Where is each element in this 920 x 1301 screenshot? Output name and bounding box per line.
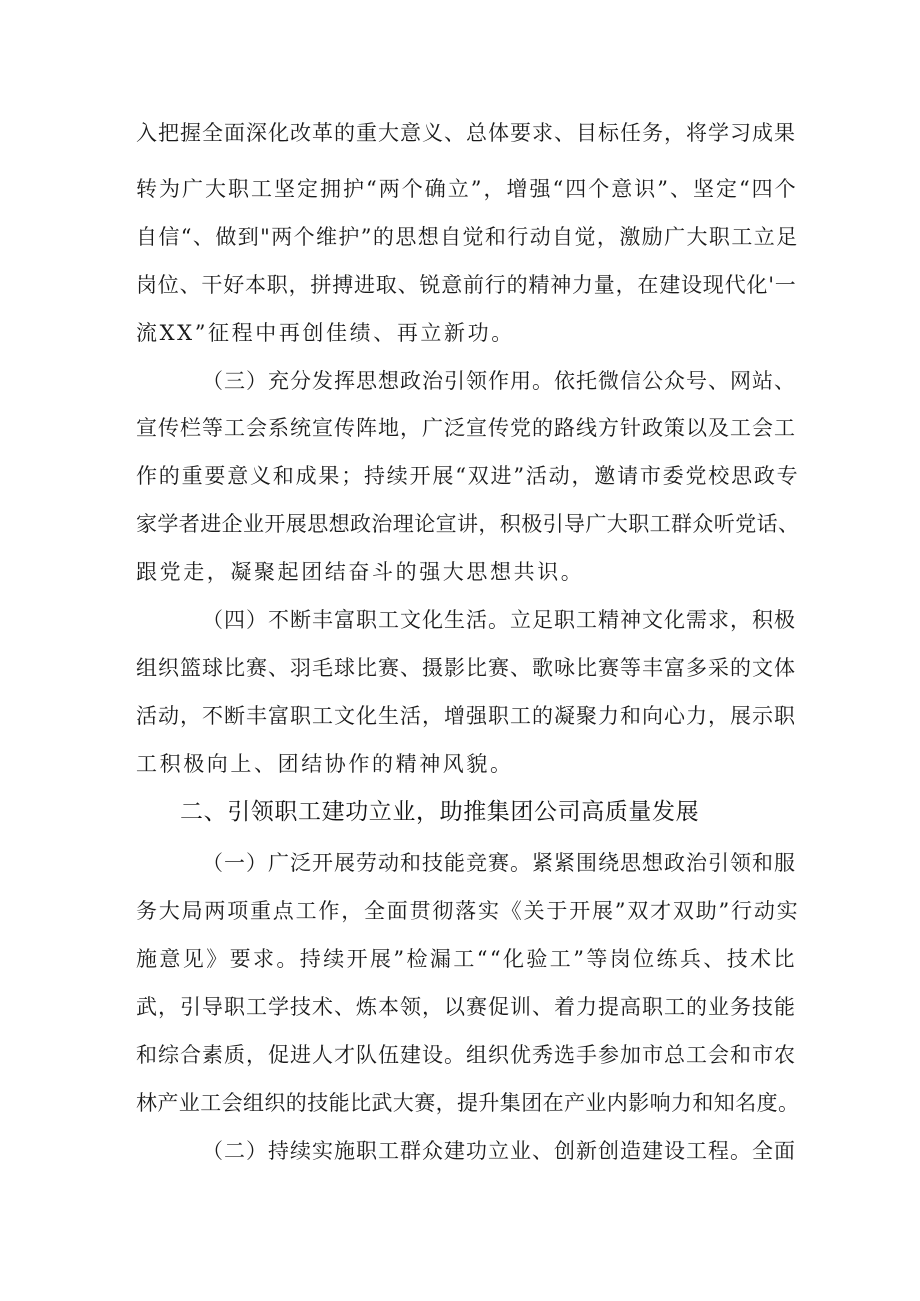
text-line: （一）广泛开展劳动和技能竞赛。紧紧围绕思想政治引领和服 (202, 851, 796, 875)
text-line: （二）持续实施职工群众建功立业、创新创造建设工程。全面 (202, 1139, 796, 1163)
section-heading: 二、引领职工建功立业，助推集团公司高质量发展 (180, 799, 700, 825)
text-line: 流XX”征程中再创佳绩、再立新功。 (136, 321, 515, 345)
text-line: 宣传栏等工会系统宣传阵地，广泛宣传党的路线方针政策以及工会工 (136, 416, 796, 440)
text-line: 务大局两项重点工作，全面贯彻落实《关于开展”双才双助”行动实 (136, 899, 800, 923)
text-line: 组织篮球比赛、羽毛球比赛、摄影比赛、歌咏比赛等丰富多采的文体 (136, 656, 796, 680)
text-line: 跟党走，凝聚起团结奋斗的强大思想共识。 (136, 560, 585, 584)
text-line: 林产业工会组织的技能比武大赛，提升集团在产业内影响力和知名度。 (136, 1091, 800, 1115)
text-line: （四）不断丰富职工文化生活。立足职工精神文化需求，积极 (202, 608, 796, 632)
text-line: 家学者进企业开展思想政治理论宣讲，积极引导广大职工群众听党话、 (136, 512, 800, 536)
text-line: 武，引导职工学技术、炼本领，以赛促训、着力提高职工的业务技能 (136, 995, 796, 1019)
text-line: 作的重要意义和成果；持续开展“双进”活动，邀请市委党校思政专 (136, 464, 800, 488)
text-line: 入把握全面深化改革的重大意义、总体要求、目标任务，将学习成果 (136, 121, 796, 145)
text-line: 自信“、做到"两个维护”的思想自觉和行动自觉，激励广大职工立足 (136, 225, 799, 249)
text-line: 转为广大职工坚定拥护“两个确立”，增强“四个意识”、坚定“四个 (136, 177, 798, 201)
text-line: 活动，不断丰富职工文化生活，增强职工的凝聚力和向心力，展示职 (136, 704, 796, 728)
text-line: （三）充分发挥思想政治引领作用。依托微信公众号、网站、 (202, 369, 796, 393)
text-line: 工积极向上、团结协作的精神风貌。 (136, 752, 514, 776)
text-line: 岗位、干好本职，拼搏进取、锐意前行的精神力量，在建设现代化'一 (136, 273, 797, 297)
text-line: 施意见》要求。持续开展”检漏工““化验工”等岗位练兵、技术比 (136, 947, 797, 971)
text-line: 和综合素质，促进人才队伍建设。组织优秀选手参加市总工会和市农 (136, 1043, 796, 1067)
